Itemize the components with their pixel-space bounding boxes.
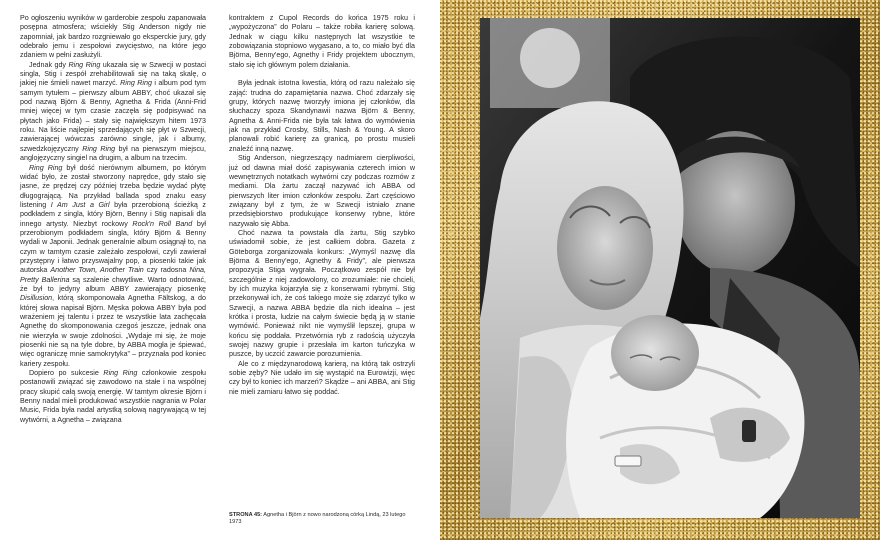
song-title-text: I Am Just a Girl — [50, 200, 110, 209]
text-column-right — [229, 14, 415, 397]
caption-label: STRONA 45: — [229, 512, 263, 518]
body-paragraph — [20, 14, 206, 61]
paragraph-text: Dopiero po sukcesie — [29, 369, 104, 378]
paragraph-text: był na pierwszym miejscu, anglojęzyczny singiel na drugim, a album na trzecim. — [20, 144, 206, 163]
paragraph-text: czy radosna — [143, 266, 190, 275]
text-column-left — [20, 14, 206, 425]
paragraph-text: ukazała się w Szwecji w postaci singla, Stig i zespół zrehabilitowali się na taką skalę, o jakiej nie śmieli nawet marzyć. — [20, 60, 206, 88]
paragraph-text: Ale co z międzynarodową karierą, na którą tak ostrzyli sobie zęby? Nie udało im się wystąpić na Eurowizji, więc czy był to koniec ich marzeń? Skądże – ani ABBA, ani Stig nie mieli zamiaru łatwo się poddać. — [229, 359, 415, 396]
paragraph-text: są szalenie chwytliwe. Warto odnotować, że był to jedyny album ABBY zawierający piosenkę — [20, 275, 207, 293]
photo-image — [480, 18, 860, 518]
song-title-text: Ring Ring — [82, 144, 116, 153]
paragraph-text: , którą skomponowała Agnetha Fältskog, a do której słowa napisał Björn. Męska połowa ABBY była pod wrażeniem jej talentu i przez te wszystkie lata zachęcała Agnethę do skomponowania czegoś jeszcze, jednak ona nie wierzyła w swoje zdolności. „Wydaje mi się, że moje piosenki nie są na tyle dobre, by ABBA mogła je śpiewać, więc ograniczę mnie samokrytyka” – przyznała pod koniec kariery zespołu. — [20, 294, 206, 368]
song-title-text: Ring Ring — [103, 369, 138, 378]
song-title-text: Ring Ring — [120, 79, 152, 88]
body-paragraph — [229, 229, 415, 360]
paragraph-text: i album pod tym samym tytułem – pierwszy album ABBY, choć ukazał się pod nazwą Björn & Benny, Agnetha & Frida (Anni-Frid mniej więcej w tym czasie zaczęła się podpisywać na płytach jako Frida) – stały się największym hitem 1973 roku. Na liście najlepiej sprzedających się płyt w Szwecji, zawierającej wówczas zarówno single, jak i albumy, szwedzkojęzyczny — [20, 79, 206, 153]
song-title-text: Ring Ring — [29, 163, 63, 172]
body-paragraph — [20, 61, 206, 164]
paragraph-text: Była jednak istotna kwestia, którą od razu należało się zająć: trudna do zapamiętania nazwa. Choć zdarzały się grupy, których nazwę tworzyły imiona jej członków, dla słuchaczy spoza Skandynawii nazwa Björn & Benny, Agnetha & Anni-Frida nie była tak łatwa do wymówienia jak na przykład Crosby, Stills, Nash & Young. A skoro planowali robić karierę za granicą, po prostu musieli znaleźć inną nazwę. — [229, 79, 415, 153]
body-paragraph — [229, 360, 415, 397]
caption-text: Agnetha i Björn z nowo narodzoną córką Lindą, 23 lutego 1973 — [229, 512, 406, 525]
song-title-text: Nina, Pretty Ballerina — [20, 266, 207, 284]
song-title-text: Rock'n Roll Band — [132, 219, 193, 228]
baby-head — [611, 315, 699, 391]
paragraph-text: Po ogłoszeniu wyników w garderobie zespołu zapanowała posępna atmosfera; wściekły Stig Anderson nigdy nie zapomniał, jak bardzo rozgniewało go eksperckie jury, gdy odebrało jemu i zespołowi zwycięstwo, na które jego zdaniem w pełni zasłużyli. — [20, 14, 206, 60]
paragraph-gap — [229, 70, 415, 79]
song-title-text: Another Town, Another Train — [50, 266, 144, 275]
paragraph-text: Stig Anderson, niegrzeszący nadmiarem cierpliwości, już od dawna miał dość zapisywania czterech imion w wewnętrznych notatkach wytwórni czy podczas rozmów z mediami. Dla żartu zaczął nazywać ich ABBA od pierwszych liter imion członków zespołu. Żart częściowo związany był z tym, że w Szwecji istniało znane przedsiębiorstwo produkujące konserwy rybne, które nazywało się Abba. — [229, 154, 415, 228]
paragraph-text: był przerobionym podkładem singla, który Björn & Benny wydali w Japonii. Jednak generalnie album osiągnął to, na czym w tamtym czasie zależało zespołowi, czyli zawierał przystępny i łatwo przyswajalny pop, a piosenki takie jak autorska — [20, 219, 206, 275]
paragraph-text: Choć nazwa ta powstała dla żartu, Stig szybko uświadomił sobie, że jest całkiem dobra. Gazeta z Göteborga zorganizowała konkurs: „Wymyśl nazwę dla Björna & Benny'ego, Agnethy & Fridy”, ale pierwsza propozycja Stiga wygrała. Początkowo zespół nie był szczególnie z niej zadowolony, co zrozumiałe: nie chcieli, by ich muzyka kojarzyła się z konserwami rybnymi. Stig przekonywał ich, że coś takiego może się zdarzyć tylko w Szwecji, a nazwa ABBA będzie dla nich idealna – jest krótka i prosta, ludzie na całym świecie będą ją w stanie wymówić. Ponieważ nikt nie wymyślił lepszej, grupa w końcu się poddała. Przetwórnia ryb z radością użyczyła swojej nazwy grupie i przesłała im karton tuńczyka w puszce, by uczcić zawarcie porozumienia. — [229, 228, 415, 359]
photo-agnetha-bjorn-newborn — [480, 18, 860, 518]
body-paragraph — [229, 14, 415, 70]
body-paragraph — [20, 369, 206, 425]
paragraph-text: była przerobioną ścieżką z podkładem z singla, który Björn, Benny i Stig napisali dla innego artysty. Niezbyt rockowy — [20, 200, 206, 228]
body-paragraph — [229, 154, 415, 229]
paragraph-text: Jednak gdy — [29, 60, 69, 69]
paragraph-text: kontraktem z Cupol Records do końca 1975 roku i „wypożyczona” do Polaru – także robiła karierę solową. Jednak w ciągu kilku następnych lat wszystkie te zobowiązania stopniowo wygasano, a to, co miało być dla Björna, Benny'ego, Agnethy i Fridy projektem ubocznym, stało się ich głównym polem działania. — [229, 14, 415, 69]
photo-page — [440, 0, 880, 540]
body-paragraph — [229, 79, 415, 154]
song-title-text: Ring Ring — [68, 60, 101, 69]
song-title-text: Disillusion — [20, 294, 53, 303]
paragraph-text: był dość nierównym albumem, po którym widać było, że został stworzony naprędce, gdy stało się jasne, że prędzej czy później trzeba będzie wydać płytę długogrającą. Na przykład ballada spod znaku easy listening — [20, 163, 207, 209]
paragraph-text: członkowie zespołu postanowili związać się zawodowo na stałe i na wspólnej pracy skupić całą swoją energię. W tamtym okresie Björn i Benny nadal mieli produkować wszystkie nagrania w Polar Music, Frida była nadal artystką solową nagrywającą w tej wytwórni, a Agnetha – związana — [20, 369, 206, 424]
photo-caption — [229, 512, 415, 526]
body-paragraph — [20, 164, 206, 370]
